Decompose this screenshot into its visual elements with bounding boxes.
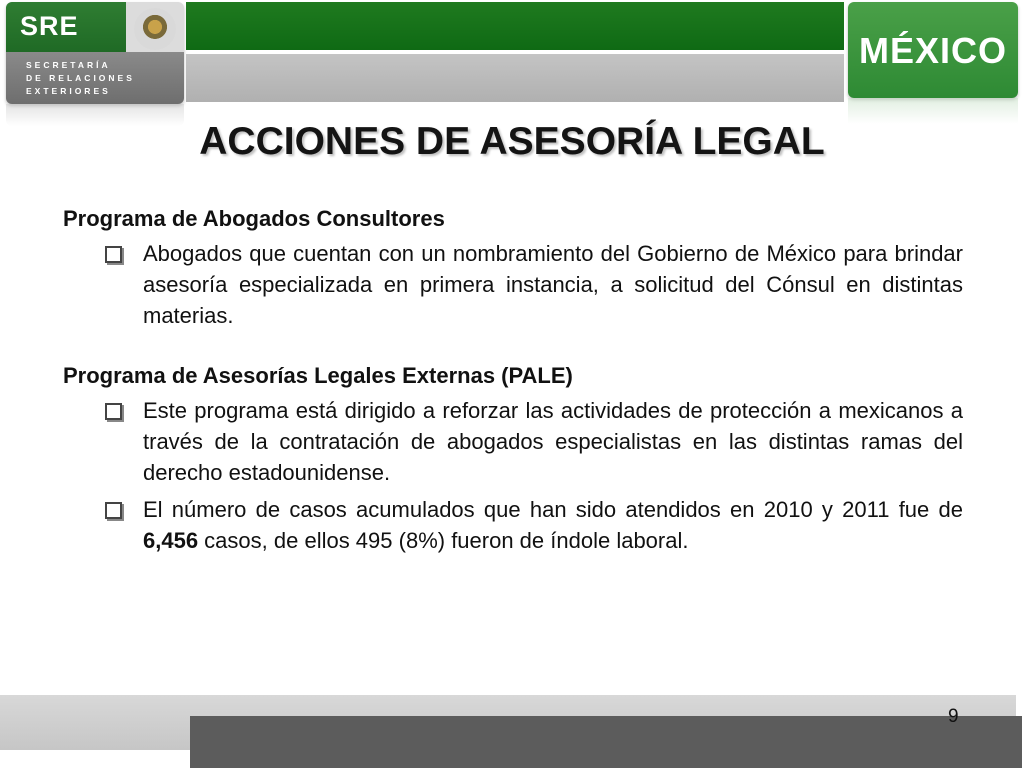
header-green-band [186, 2, 844, 50]
slide-content [63, 204, 963, 556]
sre-logo [6, 2, 184, 104]
sre-line-3: EXTERIORES [26, 86, 111, 96]
bullet-item [63, 395, 963, 488]
checkbox-bullet-icon [105, 403, 122, 420]
bullet-item [63, 238, 963, 331]
bullet-text-emphasis: 6,456 [143, 528, 199, 553]
sre-abbreviation: SRE [20, 11, 79, 41]
checkbox-bullet-icon [105, 246, 122, 263]
sre-line-1: SECRETARÍA [26, 60, 111, 70]
bullet-text-post: casos, de ellos 495 (8%) fueron de índole laboral. [198, 528, 689, 553]
mexico-logo [848, 2, 1018, 98]
bullet-text-pre: El número de casos acumulados que han sido atendidos en 2010 y 2011 fue de [143, 497, 963, 522]
mexico-logo-text: MÉXICO [858, 30, 1007, 71]
slide-title: ACCIONES DE ASESORÍA LEGAL [199, 120, 825, 163]
page-number: 9 [948, 706, 959, 727]
section-heading-abogados: Programa de Abogados Consultores [63, 206, 445, 231]
coat-of-arms-icon [134, 8, 176, 50]
bullet-text: Este programa está dirigido a reforzar las actividades de protección a mexicanos a través de la contratación de abogados especialistas en las distintas ramas del derecho estadounidense. [143, 398, 963, 485]
bullet-item [63, 494, 963, 556]
sre-line-2: DE RELACIONES [26, 73, 135, 83]
checkbox-bullet-icon [105, 502, 122, 519]
section-heading-pale: Programa de Asesorías Legales Externas (PALE) [63, 363, 573, 388]
header-gray-band [186, 54, 844, 102]
footer-dark-band [190, 716, 1022, 768]
bullet-text: Abogados que cuentan con un nombramiento del Gobierno de México para brindar asesoría especializada en primera instancia, a solicitud del Cónsul en distintas materias. [143, 241, 963, 328]
